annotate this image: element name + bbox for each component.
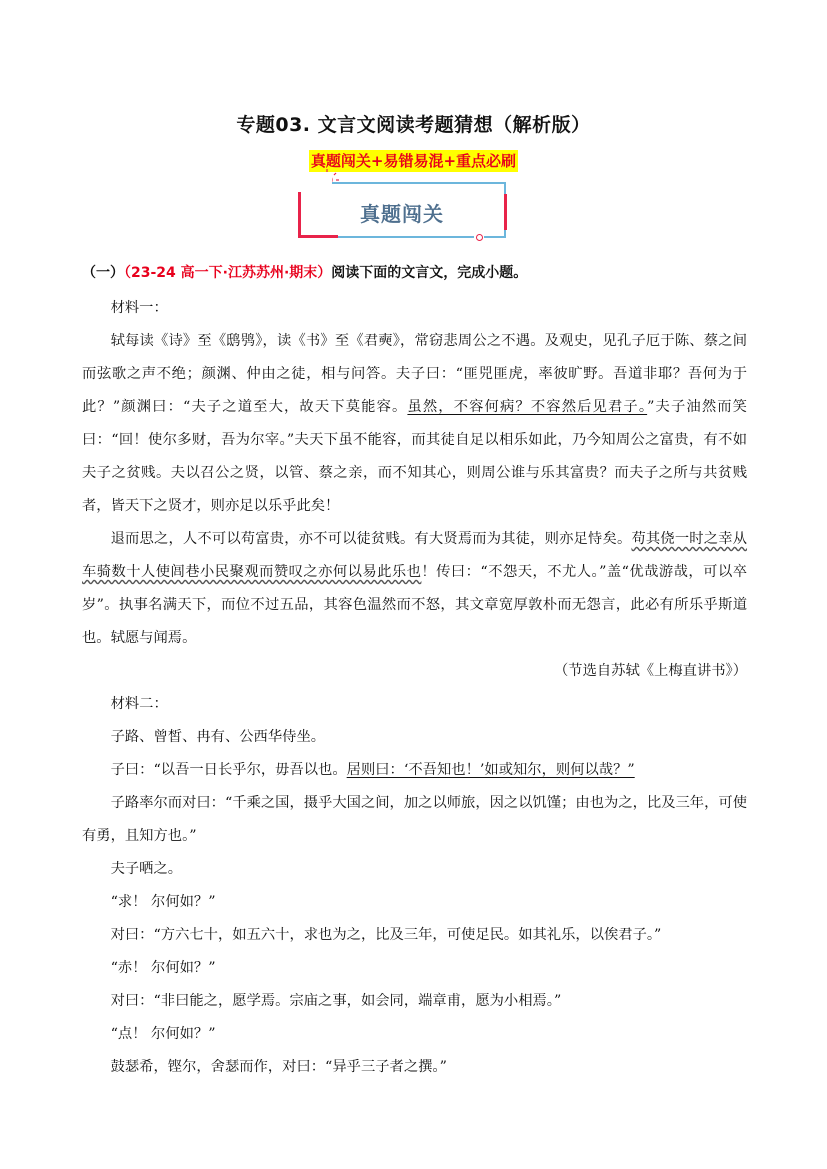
passage-content [82, 292, 747, 1084]
material1-label: 材料一： [110, 300, 168, 316]
material2-line-10: 鼓瑟希，铿尔，舍瑟而作，对曰：“异乎三子者之撰。” [110, 1059, 447, 1075]
section-banner [298, 182, 506, 238]
subtitle-highlight: 真题闯关+易错易混+重点必刷 [310, 152, 517, 170]
material2-line-6: 对曰：“方六七十，如五六十，求也为之，比及三年，可使足民。如其礼乐，以俟君子。” [110, 927, 662, 943]
material2-line-3: 子路率尔而对曰：“千乘之国，摄乎大国之间，加之以师旅，因之以饥馑；由也为之，比及三年，可使有勇，且知方也。” [82, 795, 747, 844]
material2-line-5: “求！ 尔何如？” [110, 894, 216, 910]
material2-line-2: 子曰：“以吾一日长乎尔，毋吾以也。居则曰：‘不吾知也！’如或知尔，则何以哉？” [110, 762, 635, 778]
underlined-sentence-2: 居则曰：‘不吾知也！’如或知尔，则何以哉？” [346, 762, 635, 778]
material2-line-7: “赤！ 尔何如？” [110, 960, 216, 976]
question-number: （一） [82, 265, 124, 281]
question-heading [82, 262, 527, 282]
banner-dot [474, 233, 484, 241]
subtitle-container [0, 150, 827, 172]
material2-label: 材料二： [110, 696, 168, 712]
banner-accent-bottom [298, 235, 338, 238]
banner-accent-right [504, 194, 507, 230]
material1-paragraph-2: 退而思之，人不可以苟富贵，亦不可以徒贫贱。有大贤焉而为其徒，则亦足恃矣。苟其侥一时之幸从车骑数十人使闾巷小民聚观而赞叹之亦何以易此乐也！传曰：“不怨天，不尤人。”盖“优哉游哉，可以卒岁”。执事名满天下，而位不过五品，其容色温然而不怒，其文章宽厚敦朴而无怨言，此必有所乐乎斯道也。轼愿与闻焉。 [82, 531, 748, 646]
question-source: （23-24 高一下·江苏苏州·期末） [124, 265, 332, 281]
page-title: 专题03. 文言文阅读考题猜想（解析版） [236, 114, 591, 136]
material2-line-8: 对曰：“非曰能之，愿学焉。宗庙之事，如会同，端章甫，愿为小相焉。” [110, 993, 562, 1009]
underlined-sentence: 虽然，不容何病？不容然后见君子。 [407, 399, 648, 415]
material1-source-note: （节选自苏轼《上梅直讲书》） [553, 663, 747, 679]
material2-line-1: 子路、曾皙、冉有、公西华侍坐。 [110, 729, 326, 745]
banner-gap [284, 172, 332, 192]
wavy-underlined-sentence: 苟其侥一时之幸从车骑数十人使闾巷小民聚观而赞叹之亦何以易此乐也 [82, 531, 748, 580]
material2-line-9: “点！ 尔何如？” [110, 1026, 216, 1042]
question-instruction: 阅读下面的文言文，完成小题。 [331, 265, 528, 281]
material2-line-4: 夫子哂之。 [110, 861, 183, 877]
banner-text: 真题闯关 [360, 202, 444, 226]
material1-paragraph-1: 轼每读《诗》至《鸱鸮》，读《书》至《君奭》，常窃悲周公之不遇。及观史，见孔子厄于陈、蔡之间而弦歌之声不绝；颜渊、仲由之徒，相与问答。夫子曰：“匪兕匪虎，率彼旷野。吾道非耶？吾何为于此？”颜渊曰：“夫子之道至大，故天下莫能容。虽然，不容何病？不容然后见君子。”夫子油然而笑曰：“回！使尔多财，吾为尔宰。”夫天下虽不能容，而其徒自足以相乐如此，乃今知周公之富贵，有不如夫子之贫贱。夫以召公之贤，以管、蔡之亲，而不知其心，则周公谁与乐其富贵？而夫子之所与共贫贱者，皆天下之贤才，则亦足以乐乎此矣！ [82, 333, 747, 514]
